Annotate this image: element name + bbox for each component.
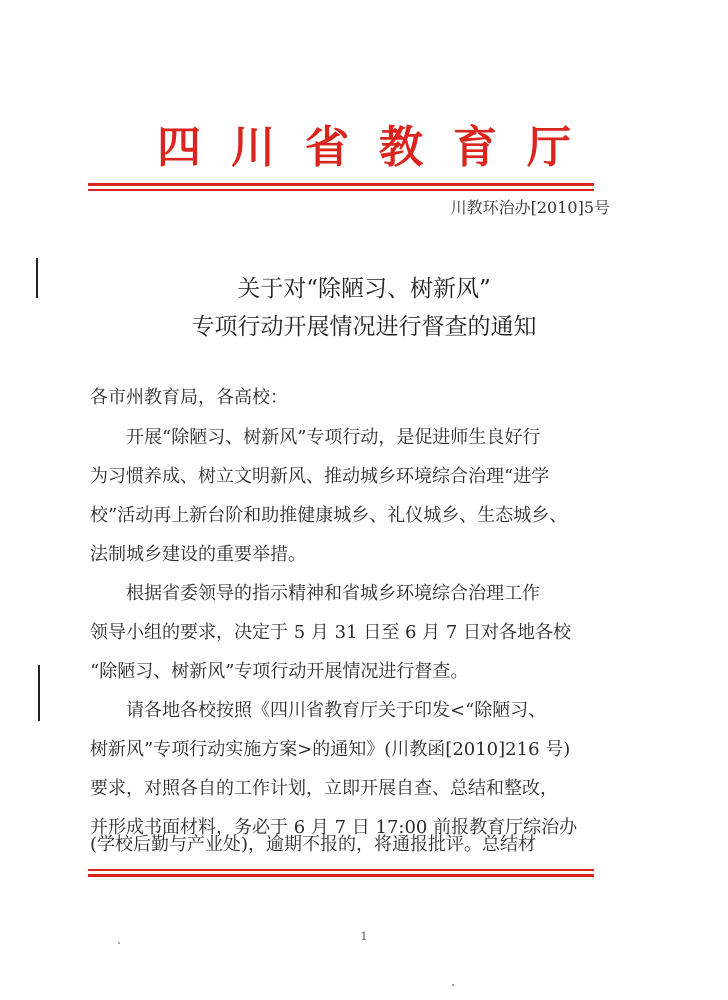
red-rule-bottom-thick xyxy=(88,874,594,877)
red-rule-top-thin xyxy=(88,189,594,191)
paragraph-3-line: (学校后勤与产业处)，逾期不报的，将通报批评。总结材 xyxy=(90,834,537,855)
paragraph-3-line: 要求，对照各自的工作计划，立即开展自查、总结和整改， xyxy=(90,778,558,799)
paragraph-3-line: 树新风”专项行动实施方案>的通知》(川教函[2010]216 号) xyxy=(90,739,571,760)
red-rule-bottom-thin xyxy=(88,869,594,871)
paragraph-2-line: “除陋习、树新风”专项行动开展情况进行督查。 xyxy=(90,661,469,682)
paragraph-3-line: 并形成书面材料，务必于 6 月 7 日 17:00 前报教育厅综治办 xyxy=(90,817,578,838)
red-rule-top-thick xyxy=(88,183,594,186)
salutation: 各市州教育局，各高校： xyxy=(90,387,288,408)
document-number: 川教环治办[2010]5号 xyxy=(450,198,610,217)
paragraph-1-line: 为习惯养成、树立文明新风、推动城乡环境综合治理“进学 xyxy=(90,466,550,487)
paragraph-2-line: 领导小组的要求，决定于 5 月 31 日至 6 月 7 日对各地各校 xyxy=(90,622,572,643)
paragraph-3-line: 请各地各校按照《四川省教育厅关于印发<“除陋习、 xyxy=(126,700,547,721)
paragraph-1-line: 法制城乡建设的重要举措。 xyxy=(90,544,306,565)
masthead-org-name: 四川省教育厅 xyxy=(157,122,601,173)
paragraph-1-line: 开展“除陋习、树新风”专项行动，是促进师生良好行 xyxy=(126,427,541,448)
page-number: 1 xyxy=(360,930,368,943)
title-line-2: 专项行动开展情况进行督查的通知 xyxy=(191,314,537,340)
paragraph-1-line: 校”活动再上新台阶和助推健康城乡、礼仪城乡、生态城乡、 xyxy=(90,505,568,526)
title-line-1: 关于对“除陋习、树新风” xyxy=(237,276,491,302)
paragraph-2-line: 根据省委领导的指示精神和省城乡环境综合治理工作 xyxy=(126,583,540,604)
margin-mark xyxy=(38,665,40,721)
scan-speck xyxy=(452,984,454,986)
scan-speck xyxy=(118,942,120,944)
